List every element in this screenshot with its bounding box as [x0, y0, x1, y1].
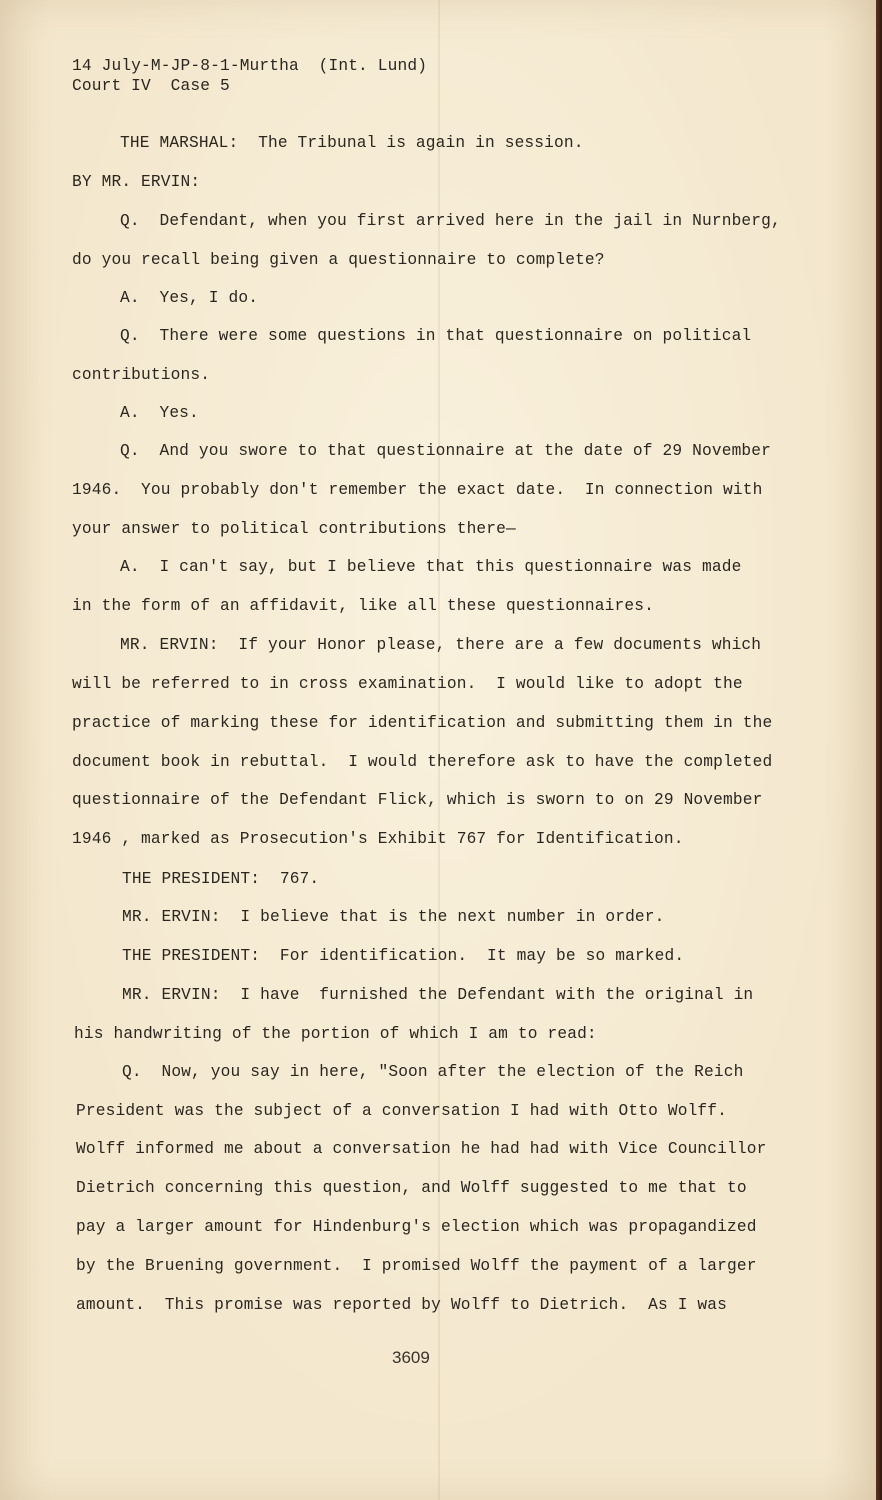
transcript-line: by the Bruening government. I promised Wolff the payment of a larger — [76, 1257, 757, 1275]
transcript-line: MR. ERVIN: If your Honor please, there are a few documents which — [120, 636, 762, 654]
transcript-line: his handwriting of the portion of which I am to read: — [74, 1025, 597, 1043]
transcript-line: THE PRESIDENT: 767. — [122, 870, 320, 888]
transcript-line: 1946 , marked as Prosecution's Exhibit 767 for Identification. — [72, 830, 684, 848]
transcript-line: document book in rebuttal. I would therefore ask to have the completed — [72, 753, 773, 771]
transcript-line: A. I can't say, but I believe that this questionnaire was made — [120, 558, 742, 576]
transcript-line: practice of marking these for identification and submitting them in the — [72, 714, 773, 732]
transcript-line: Q. Defendant, when you first arrived here in the jail in Nurnberg, — [120, 212, 781, 230]
transcript-line: do you recall being given a questionnaire to complete? — [72, 251, 605, 269]
transcript-line: will be referred to in cross examination. I would like to adopt the — [72, 675, 743, 693]
transcript-line: amount. This promise was reported by Wolff to Dietrich. As I was — [76, 1296, 728, 1314]
transcript-line: pay a larger amount for Hindenburg's election which was propagandized — [76, 1218, 757, 1236]
transcript-line: contributions. — [72, 366, 211, 384]
transcript-line: BY MR. ERVIN: — [72, 173, 201, 191]
transcript-line: 1946. You probably don't remember the exact date. In connection with — [72, 481, 763, 499]
transcript-line: MR. ERVIN: I have furnished the Defendant with the original in — [122, 986, 754, 1004]
transcript-line: THE MARSHAL: The Tribunal is again in session. — [120, 134, 584, 152]
transcript-line: questionnaire of the Defendant Flick, which is sworn to on 29 November — [72, 791, 763, 809]
transcript-line: Wolff informed me about a conversation he had had with Vice Councillor — [76, 1140, 767, 1158]
transcript-line: President was the subject of a conversation I had with Otto Wolff. — [76, 1102, 728, 1120]
transcript-line: in the form of an affidavit, like all these questionnaires. — [72, 597, 654, 615]
transcript-line: Q. Now, you say in here, "Soon after the election of the Reich — [122, 1063, 744, 1081]
header-line-1: 14 July-M-JP-8-1-Murtha (Int. Lund) — [72, 57, 428, 75]
transcript-line: Dietrich concerning this question, and Wolff suggested to me that to — [76, 1179, 747, 1197]
transcript-line: your answer to political contributions there— — [72, 520, 516, 538]
transcript-line: Q. There were some questions in that questionnaire on political — [120, 327, 752, 345]
transcript-line: A. Yes, I do. — [120, 289, 259, 307]
transcript-line: MR. ERVIN: I believe that is the next number in order. — [122, 908, 665, 926]
transcript-line: Q. And you swore to that questionnaire at the date of 29 November — [120, 442, 772, 460]
header-line-2: Court IV Case 5 — [72, 77, 230, 95]
binding-edge — [876, 0, 882, 1500]
transcript-line: A. Yes. — [120, 404, 199, 422]
page-number: 3609 — [392, 1348, 430, 1367]
transcript-line: THE PRESIDENT: For identification. It may be so marked. — [122, 947, 685, 965]
